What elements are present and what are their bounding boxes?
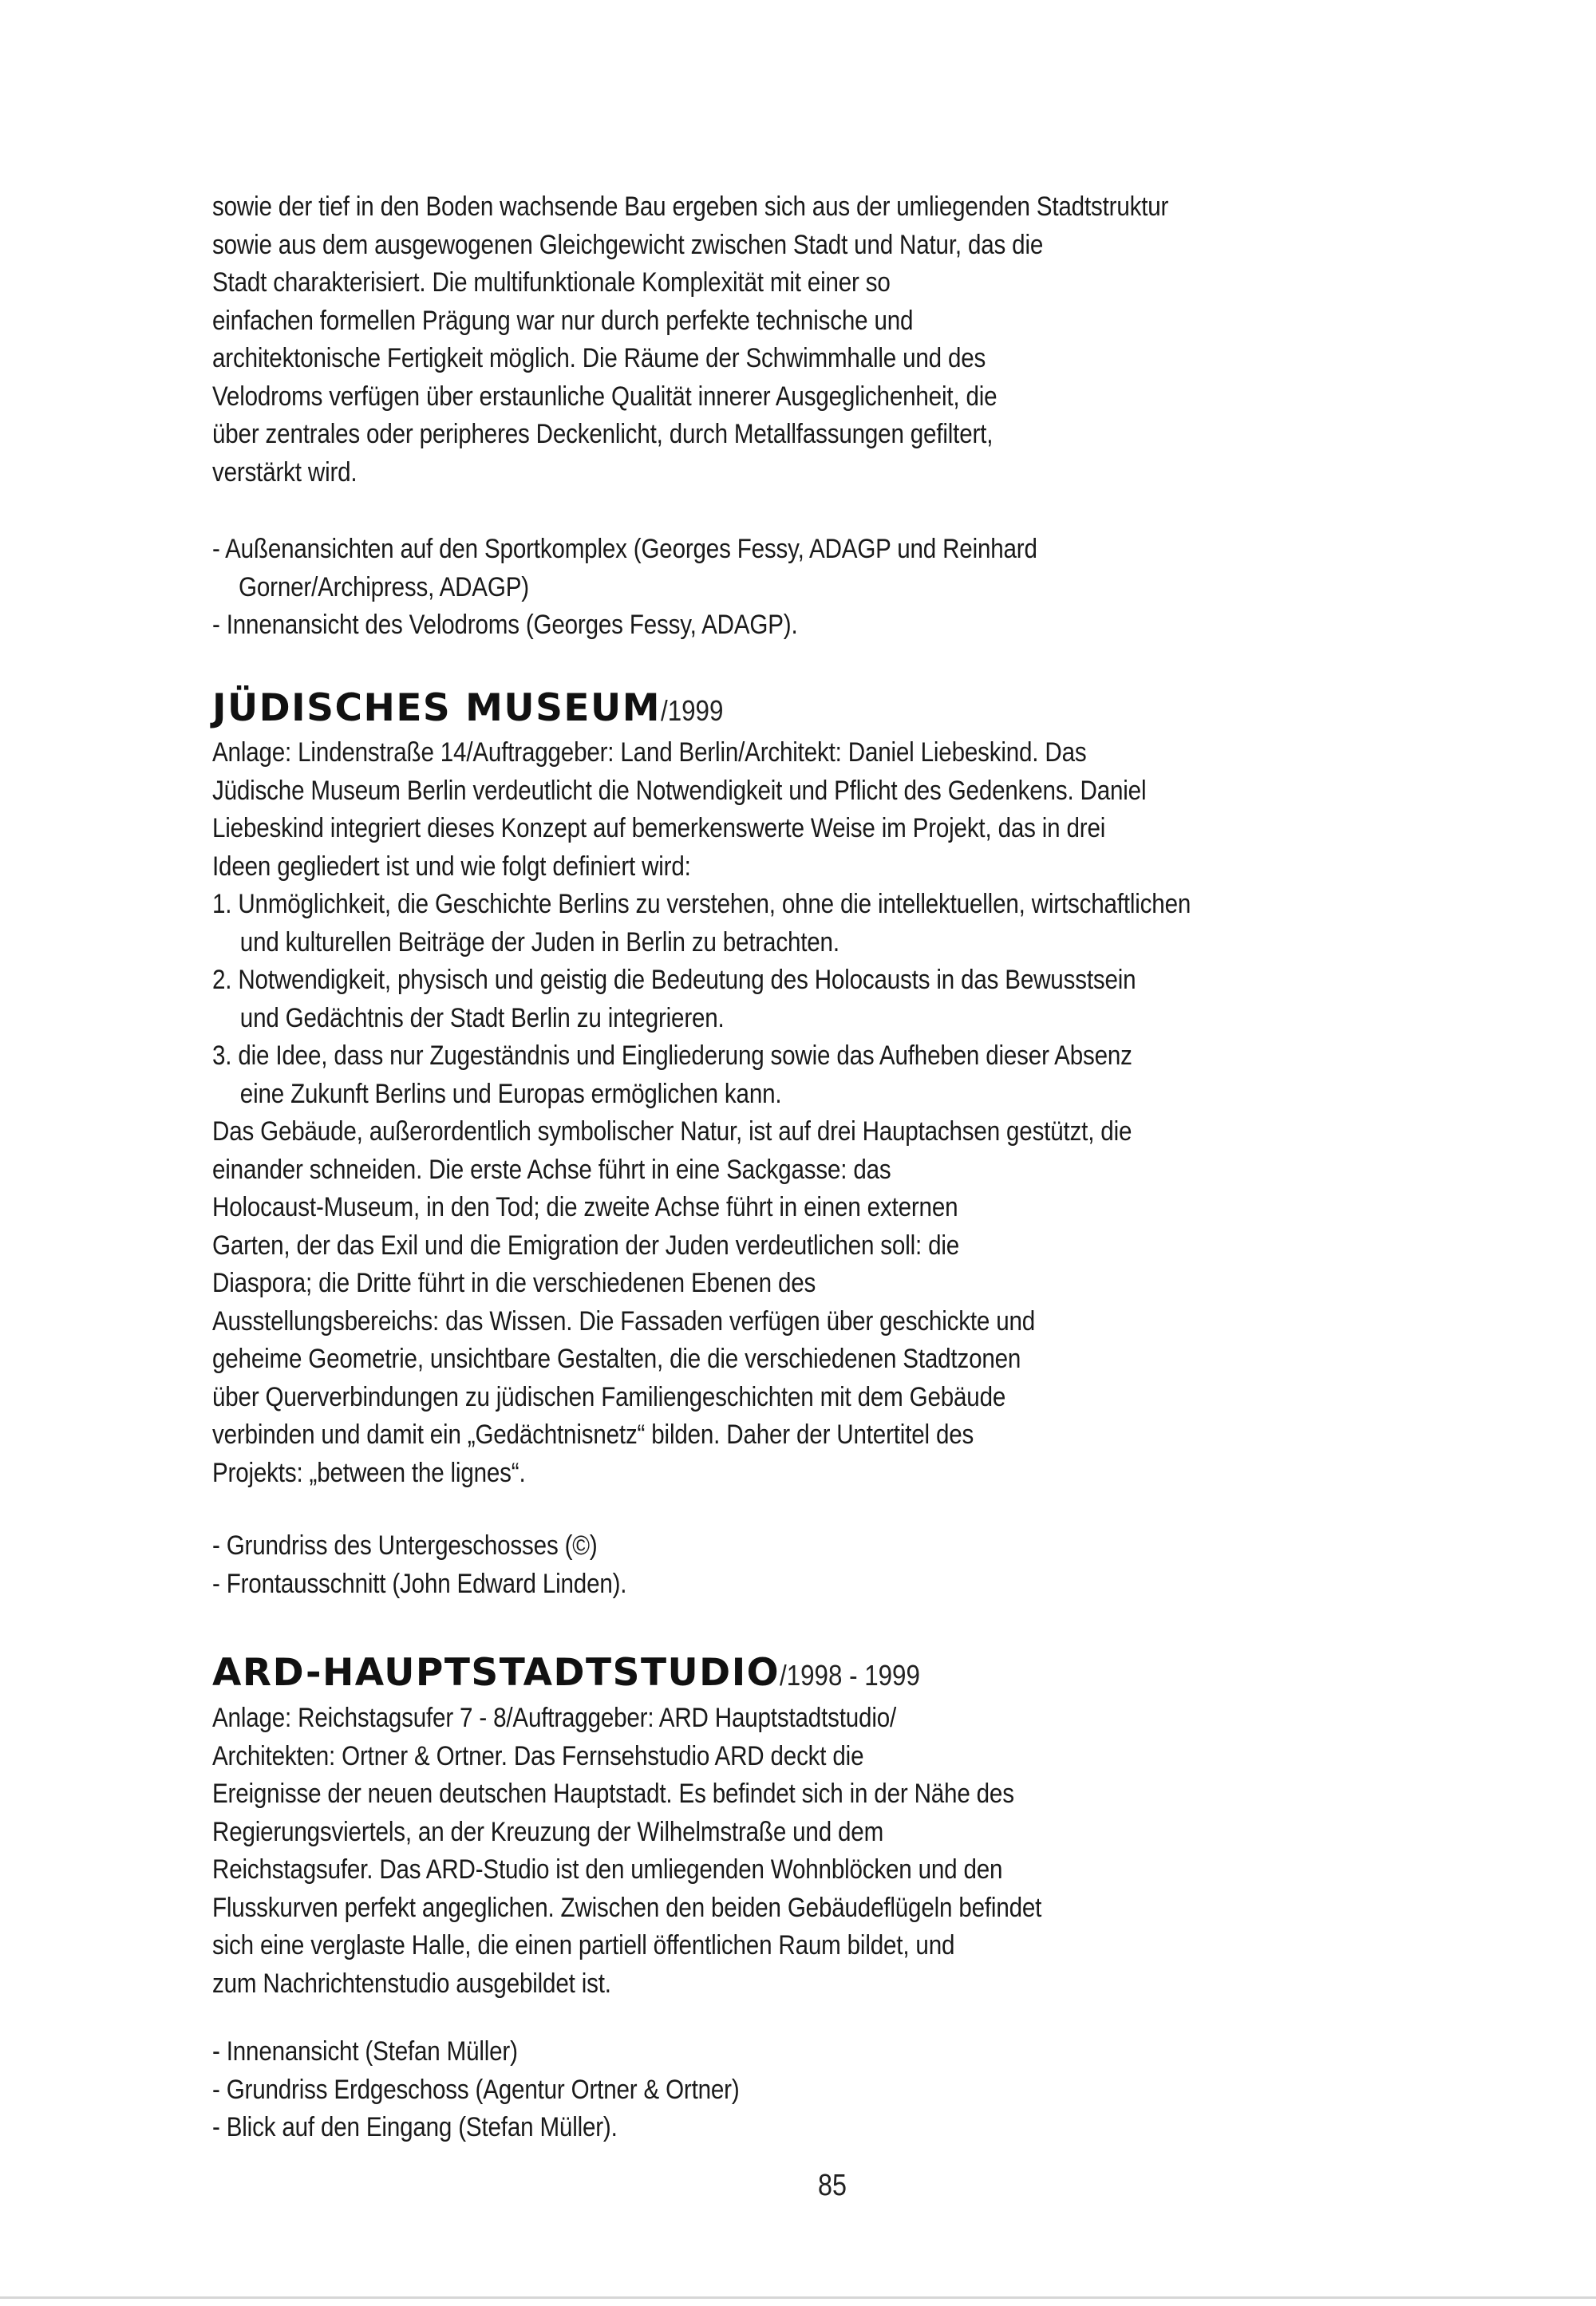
list-item: 2. Notwendigkeit, physisch und geistig die Bedeutung des Holocausts in das Bewusstsein (212, 965, 1136, 995)
list-item: 1. Unmöglichkeit, die Geschichte Berlins zu verstehen, ohne die intellektuellen, wirtschaftlichen (212, 889, 1191, 919)
caption-line: - Grundriss des Untergeschosses (©) (212, 1530, 598, 1561)
ard-captions (212, 2033, 1361, 2147)
museum-captions (212, 1527, 1361, 1603)
intro-captions (212, 531, 1361, 645)
list-item: 3. die Idee, dass nur Zugeständnis und Eingliederung sowie das Aufheben dieser Absenz (212, 1040, 1132, 1071)
text-line: Garten, der das Exil und die Emigration der Juden verdeutlichen soll: die (212, 1230, 960, 1261)
list-item-continuation: und kulturellen Beiträge der Juden in Berlin zu betrachten. (239, 926, 839, 958)
text-line: über zentrales oder peripheres Deckenlicht, durch Metallfassungen gefiltert, (212, 419, 994, 449)
text-line: verstärkt wird. (212, 456, 358, 488)
caption-line: - Innenansicht des Velodroms (Georges Fessy, ADAGP). (212, 610, 798, 640)
list-item-continuation: eine Zukunft Berlins und Europas ermöglichen kann. (239, 1078, 782, 1109)
text-line: sowie aus dem ausgewogenen Gleichgewicht zwischen Stadt und Natur, das die (212, 229, 1044, 260)
section-year: /1998 - 1999 (780, 1659, 921, 1692)
text-line: Architekten: Ortner & Ortner. Das Fernsehstudio ARD deckt die (212, 1740, 864, 1771)
text-line: Jüdische Museum Berlin verdeutlicht die Notwendigkeit und Pflicht des Gedenkens. Daniel (212, 775, 1147, 806)
caption-line: Gorner/Archipress, ADAGP) (239, 571, 529, 602)
text-line: Regierungsviertels, an der Kreuzung der Wilhelmstraße und dem (212, 1816, 884, 1847)
text-line: Velodroms verfügen über erstaunliche Qualität innerer Ausgeglichenheit, die (212, 381, 998, 412)
page-bottom-edge (0, 2296, 1596, 2299)
text-line: Flusskurven perfekt angeglichen. Zwischen den beiden Gebäudeflügeln befindet (212, 1892, 1042, 1923)
caption-line: - Frontausschnitt (John Edward Linden). (212, 1568, 627, 1599)
text-line: Holocaust-Museum, in den Tod; die zweite Achse führt in einen externen (212, 1192, 958, 1222)
text-line: Ereignisse der neuen deutschen Hauptstadt. Es befindet sich in der Nähe des (212, 1779, 1014, 1809)
text-line: Anlage: Reichstagsufer 7 - 8/Auftraggeber: ARD Hauptstadtstudio/ (212, 1703, 897, 1733)
text-line: architektonische Fertigkeit möglich. Die Räume der Schwimmhalle und des (212, 343, 986, 373)
caption-line: - Grundriss Erdgeschoss (Agentur Ortner & Ortner) (212, 2074, 740, 2105)
text-line: geheime Geometrie, unsichtbare Gestalten, die die verschiedenen Stadtzonen (212, 1344, 1021, 1374)
list-item-continuation: und Gedächtnis der Stadt Berlin zu integrieren. (239, 1002, 725, 1033)
museum-intro (212, 734, 1361, 1492)
text-line: zum Nachrichtenstudio ausgebildet ist. (212, 1968, 611, 1999)
text-line: sowie der tief in den Boden wachsende Bau ergeben sich aus der umliegenden Stadtstruktur (212, 192, 1169, 222)
text-line: Ausstellungsbereichs: das Wissen. Die Fassaden verfügen über geschickte und (212, 1305, 1036, 1337)
caption-line: - Außenansichten auf den Sportkomplex (Georges Fessy, ADAGP und Reinhard (212, 534, 1037, 564)
caption-line: - Innenansicht (Stefan Müller) (212, 2036, 518, 2067)
section-heading-museum (212, 685, 733, 741)
text-line: Diaspora; die Dritte führt in die verschiedenen Ebenen des (212, 1268, 816, 1298)
ard-paragraph (212, 1700, 1361, 2003)
text-line: Das Gebäude, außerordentlich symbolischer Natur, ist auf drei Hauptachsen gestützt, die (212, 1116, 1132, 1147)
intro-paragraph (212, 188, 1361, 492)
text-line: Ideen gegliedert ist und wie folgt definiert wird: (212, 851, 691, 882)
section-title: JÜDISCHES MUSEUM (212, 686, 661, 730)
text-line: Liebeskind integriert dieses Konzept auf bemerkenswerte Weise im Projekt, das in drei (212, 813, 1106, 843)
text-line: sich eine verglaste Halle, die einen partiell öffentlichen Raum bildet, und (212, 1930, 955, 1960)
text-line: einfachen formellen Prägung war nur durch perfekte technische und (212, 305, 914, 336)
text-line: Stadt charakterisiert. Die multifunktionale Komplexität mit einer so (212, 267, 891, 298)
text-line: Anlage: Lindenstraße 14/Auftraggeber: Land Berlin/Architekt: Daniel Liebeskind. Das (212, 737, 1087, 768)
caption-line: - Blick auf den Eingang (Stefan Müller). (212, 2112, 618, 2142)
text-line: Reichstagsufer. Das ARD-Studio ist den umliegenden Wohnblöcken und den (212, 1854, 1003, 1885)
section-title: ARD-HAUPTSTADTSTUDIO (212, 1651, 780, 1695)
page-number: 85 (818, 2169, 847, 2202)
text-line: über Querverbindungen zu jüdischen Familiengeschichten mit dem Gebäude (212, 1381, 1006, 1412)
text-line: Projekts: „between the lignes“. (212, 1457, 526, 1488)
section-year: /1999 (660, 694, 724, 727)
text-line: einander schneiden. Die erste Achse führt in eine Sackgasse: das (212, 1154, 891, 1185)
text-line: verbinden und damit ein „Gedächtnisnetz“ bilden. Daher der Untertitel des (212, 1420, 974, 1450)
section-heading-ard (212, 1649, 941, 1706)
